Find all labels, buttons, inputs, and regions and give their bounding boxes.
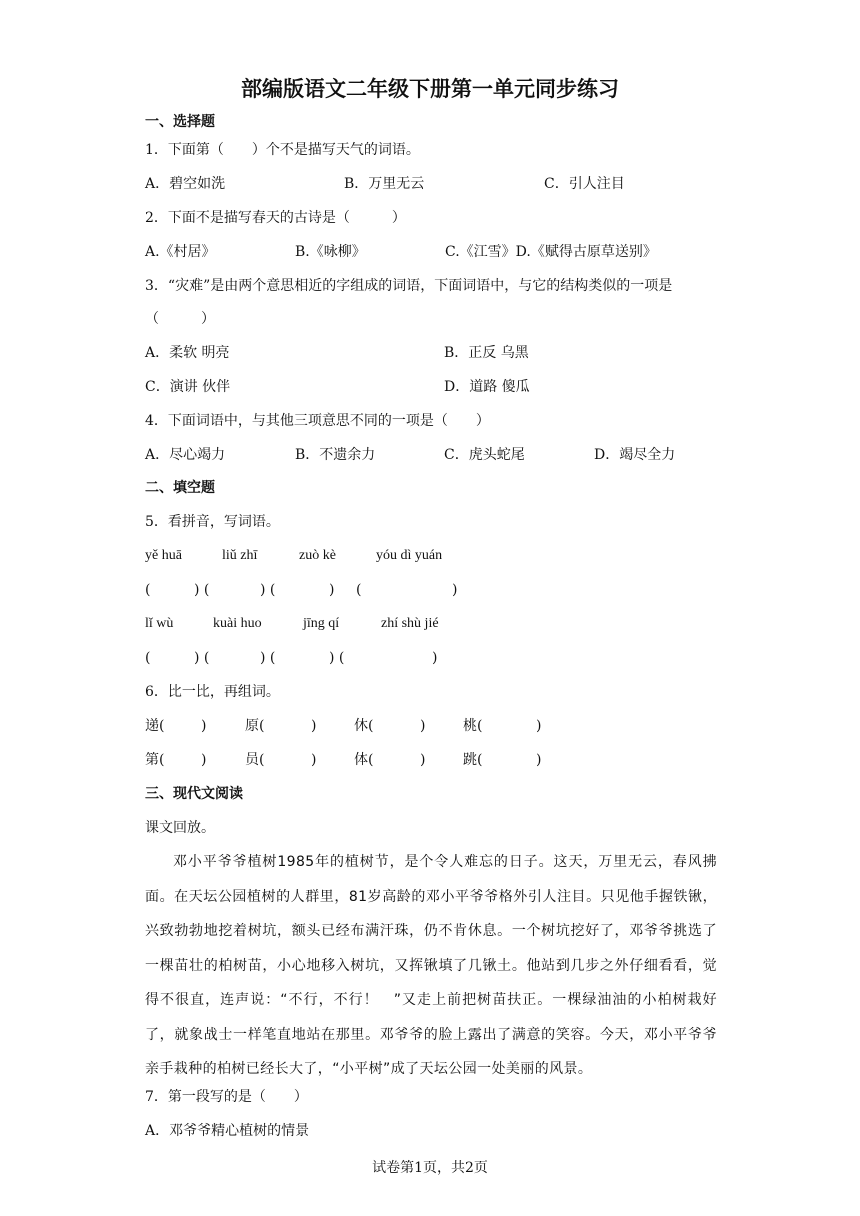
pinyin-item: liǔ zhī — [222, 548, 258, 563]
question-2-stem: 2．下面不是描写春天的古诗是（ ） — [145, 210, 406, 226]
answer-blank: ) ( — [194, 650, 210, 666]
question-1-stem: 1．下面第（ ）个不是描写天气的词语。 — [145, 142, 420, 158]
compare-char: 体( — [354, 752, 374, 768]
question-4-option-a: A．尽心竭力 — [145, 447, 226, 463]
compare-blank: ) — [536, 718, 542, 734]
compare-char: 休( — [354, 718, 374, 734]
pinyin-item: yóu dì yuán — [376, 548, 443, 563]
compare-blank: ) — [420, 718, 426, 734]
answer-blank: ) — [432, 650, 438, 666]
question-2-option-c: C.《江雪》D.《赋得古原草送别》 — [445, 244, 657, 260]
compare-blank: ) — [201, 752, 207, 768]
answer-blank: ) ( — [329, 650, 345, 666]
compare-char: 递( — [145, 718, 165, 734]
compare-blank: ) — [201, 718, 207, 734]
compare-char: 跳( — [463, 752, 483, 768]
page-title: 部编版语文二年级下册第一单元同步练习 — [241, 77, 619, 101]
pinyin-item: jīng qí — [303, 616, 340, 631]
compare-char: 员( — [245, 752, 265, 768]
question-1-option-a: A．碧空如洗 — [145, 176, 226, 192]
answer-blank: ) ( — [260, 582, 276, 598]
compare-blank: ) — [536, 752, 542, 768]
section-heading-fill: 二、填空题 — [145, 480, 215, 496]
compare-blank: ) — [311, 752, 317, 768]
question-4-option-b: B．不遗余力 — [295, 447, 376, 463]
reading-intro: 课文回放。 — [145, 820, 215, 836]
question-7-stem: 7．第一段写的是（ ） — [145, 1089, 308, 1105]
answer-blank: ) — [452, 582, 458, 598]
answer-blank: ) — [329, 582, 335, 598]
question-2-option-b: B.《咏柳》 — [295, 244, 366, 260]
question-3-paren: （ ） — [145, 311, 215, 327]
compare-char: 桃( — [463, 718, 483, 734]
page-footer: 试卷第1页，共2页 — [372, 1160, 488, 1176]
question-3-option-b: B．正反 乌黑 — [444, 345, 529, 361]
section-heading-reading: 三、现代文阅读 — [145, 786, 243, 802]
compare-blank: ) — [420, 752, 426, 768]
question-7-option-a: A．邓爷爷精心植树的情景 — [145, 1123, 310, 1139]
question-3-stem: 3．“灾难”是由两个意思相近的字组成的词语，下面词语中，与它的结构类似的一项是 — [145, 278, 673, 294]
reading-passage: 邓小平爷爷植树1985年的植树节，是个令人难忘的日子。这天，万里无云，春风拂面。在天坛公园植树的人群里，81岁高龄的邓小平爷爷格外引人注目。只见他手握铁锹，兴致勃勃地挖着树坑，额头已经布满汗珠，仍不肯休息。一个树坑挖好了，邓爷爷挑选了一棵苗壮的柏树苗，小心地移入树坑，又挥锹填了几锹土。他站到几步之外仔细看看，觉得不很直，连声说：“不行，不行！ ”又走上前把树苗扶正。一棵绿油油的小柏树栽好了，就象战士一样笔直地站在那里。邓爷爷的脸上露出了满意的笑容。今天，邓小平爷爷亲手栽种的柏树已经长大了，“小平树”成了天坛公园一处美丽的风景。 — [145, 854, 717, 1077]
question-4-stem: 4．下面词语中，与其他三项意思不同的一项是（ ） — [145, 413, 490, 429]
question-3-option-c: C．演讲 伙伴 — [145, 379, 231, 395]
compare-blank: ) — [311, 718, 317, 734]
question-4-option-c: C．虎头蛇尾 — [444, 447, 525, 463]
question-1-option-b: B．万里无云 — [344, 176, 425, 192]
question-2-option-a: A.《村居》 — [145, 244, 216, 260]
answer-blank: ) ( — [260, 650, 276, 666]
pinyin-item: zhí shù jié — [381, 616, 439, 631]
pinyin-item: zuò kè — [299, 548, 336, 563]
answer-blank: ( — [356, 582, 362, 598]
answer-blank: ) ( — [194, 582, 210, 598]
compare-char: 原( — [245, 718, 265, 734]
question-6-stem: 6．比一比，再组词。 — [145, 684, 280, 700]
pinyin-item: lǐ wù — [145, 616, 174, 631]
compare-char: 第( — [145, 752, 165, 768]
question-5-stem: 5．看拼音，写词语。 — [145, 514, 280, 530]
answer-blank: ( — [145, 650, 151, 666]
pinyin-item: yě huā — [145, 548, 182, 563]
pinyin-item: kuài huo — [213, 616, 262, 631]
question-3-option-d: D．道路 傻瓜 — [444, 379, 530, 395]
question-3-option-a: A．柔软 明亮 — [145, 345, 230, 361]
answer-blank: ( — [145, 582, 151, 598]
question-1-option-c: C．引人注目 — [544, 176, 625, 192]
question-4-option-d: D．竭尽全力 — [594, 447, 676, 463]
section-heading-choice: 一、选择题 — [145, 114, 215, 130]
